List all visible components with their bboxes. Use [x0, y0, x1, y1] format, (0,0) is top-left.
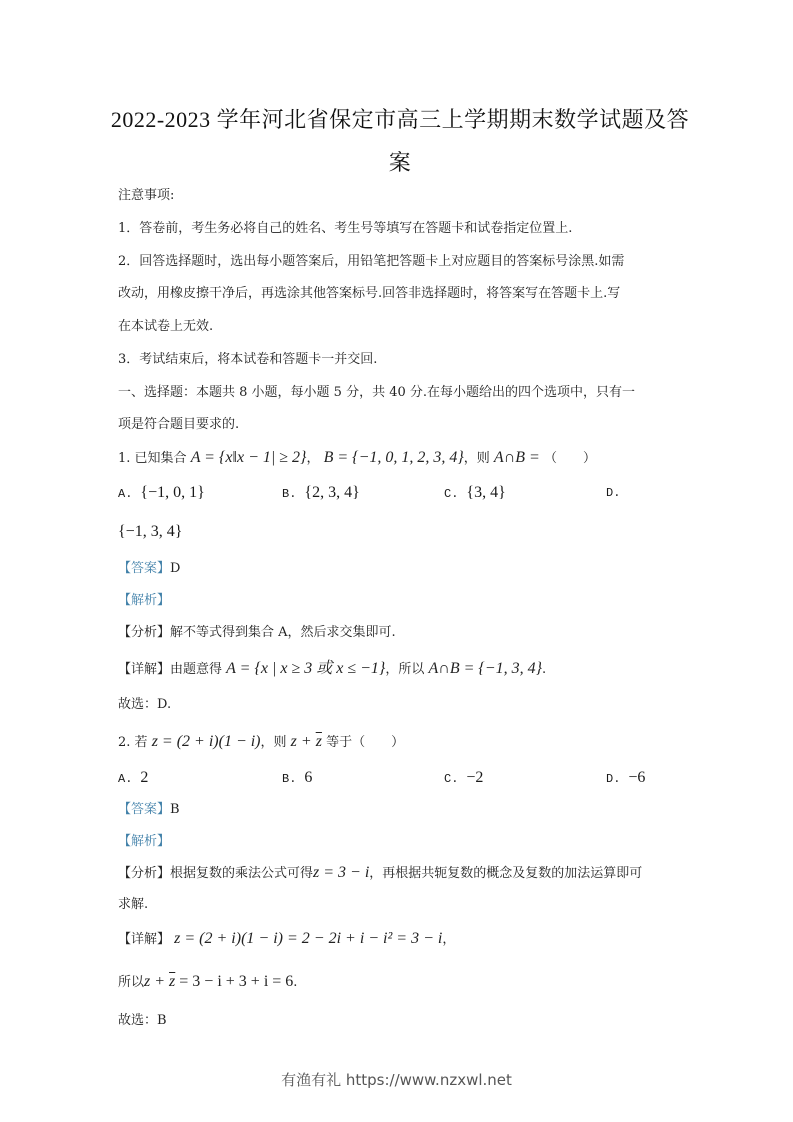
question-2: 2. 若 z = (2 + i)(1 − i)，则 $z + \overline{z}$ 等于（ ）	[118, 733, 405, 750]
q1-fenxi: 【分析】解不等式得到集合 A，然后求交集即可.	[118, 625, 396, 640]
answer-tag: 【答案】	[118, 561, 171, 576]
notice-item-2: 2．回答选择题时，选出每小题答案后，用铅笔把答题卡上对应题目的答案标号涂黑.如需	[118, 254, 625, 269]
q1-answer	[118, 559, 180, 579]
document-title-line1: 2022-2023 学年河北省保定市高三上学期期末数学试题及答	[110, 107, 690, 132]
q2-option-c: C. −2	[444, 769, 484, 786]
q2-fenxi: 【分析】根据复数的乘法公式可得z = 3 − i，再根据共轭复数的概念及复数的加法运算即可	[118, 864, 643, 881]
q1-xiangjie: 【详解】由题意得 A = {x | x ≥ 3 或 x ≤ −1}，所以 A∩B = {−1, 3, 4}.	[118, 660, 547, 677]
q1-option-c: C. {3, 4}	[444, 484, 506, 501]
answer-tag: 【答案】	[118, 802, 171, 817]
q1-option-b: B. {2, 3, 4}	[282, 484, 360, 501]
q1-option-d-label: D.	[606, 486, 621, 500]
section-heading-cont: 项是符合题目要求的.	[118, 417, 240, 432]
q1-set-b: B = {−1, 0, 1, 2, 3, 4}	[323, 449, 464, 466]
notice-item-2-cont: 改动，用橡皮擦干净后，再选涂其他答案标号.回答非选择题时，将答案写在答题卡上.写	[118, 286, 621, 301]
q2-suoyi: 所以$z + \overline{z} = 3 - i + 3 + i = 6$.	[118, 973, 298, 990]
q2-xiangjie: 【详解】 z = (2 + i)(1 − i) = 2 − 2i + i − i² = 3 − i，	[118, 930, 456, 947]
notice-heading: 注意事项:	[118, 188, 175, 203]
footer-watermark: 有渔有礼 https://www.nzxwl.net	[281, 1071, 512, 1089]
section-heading: 一、选择题：本题共 8 小题，每小题 5 分，共 40 分.在每小题给出的四个选项中，只有一	[118, 385, 636, 400]
document-title-line2: 案	[388, 150, 412, 175]
q1-paren: （ ）	[543, 451, 596, 466]
q1-prefix: 1. 已知集合	[118, 451, 187, 466]
q1-ask-prefix: ，则	[463, 451, 490, 466]
q1-option-d-value: {−1, 3, 4}	[118, 523, 183, 540]
q2-conclusion: 故选：B	[118, 1013, 167, 1028]
q2-answer	[118, 800, 180, 820]
q1-answer-value: D	[170, 561, 181, 576]
notice-item-3: 3．考试结束后，将本试卷和答题卡一并交回.	[118, 352, 378, 367]
q1-sep: ，	[306, 451, 320, 466]
q2-option-a: A. 2	[118, 769, 149, 786]
q1-ask: A∩B =	[493, 449, 540, 466]
q2-option-d: D. −6	[606, 769, 646, 786]
q1-analysis-tag: 【解析】	[118, 593, 171, 608]
notice-item-2-end: 在本试卷上无效.	[118, 319, 214, 334]
q2-fenxi-cont: 求解.	[118, 897, 149, 912]
question-1	[118, 448, 596, 469]
q1-option-a: A. {−1, 0, 1}	[118, 484, 205, 501]
q2-analysis-tag: 【解析】	[118, 834, 171, 849]
q2-option-b: B. 6	[282, 769, 313, 786]
q1-set-a: A = {x‖x − 1| ≥ 2}	[190, 449, 307, 466]
q1-conclusion: 故选：D.	[118, 697, 172, 712]
notice-item-1: 1．答卷前，考生务必将自己的姓名、考生号等填写在答题卡和试卷指定位置上.	[118, 221, 573, 236]
q2-answer-value: B	[170, 802, 180, 817]
